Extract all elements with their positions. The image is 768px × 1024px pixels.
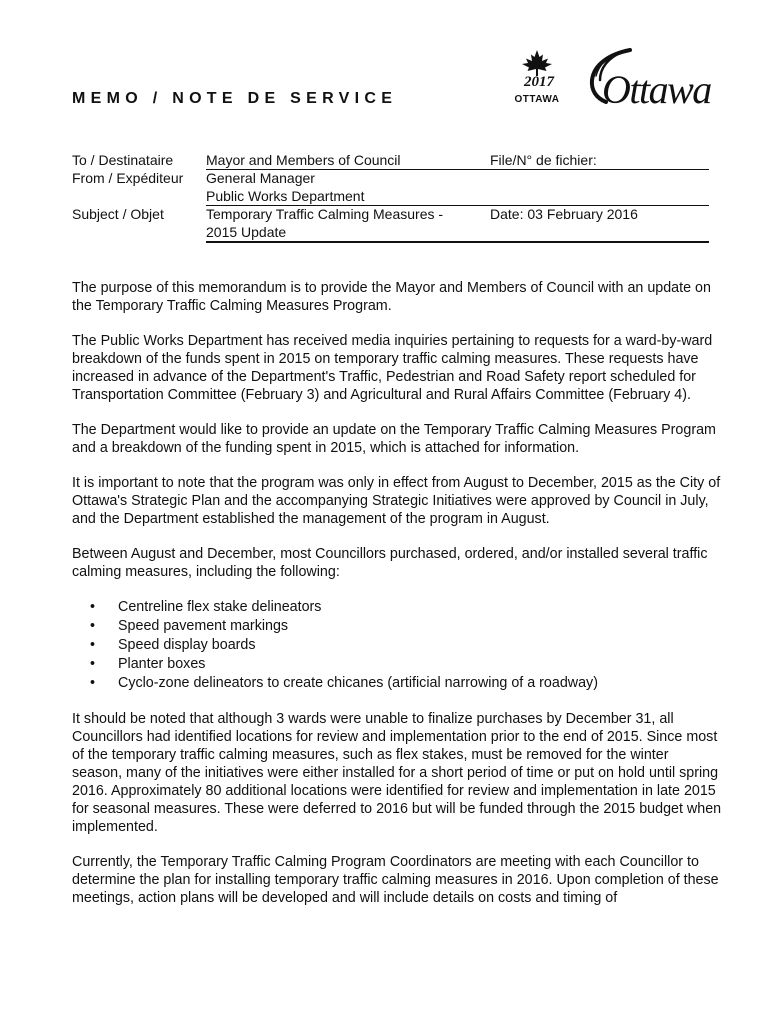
paragraph-measures-intro: Between August and December, most Councillors purchased, ordered, and/or installed several traffic calming measures, including the following: — [72, 546, 708, 580]
list-item: • Cyclo-zone delineators to create chicanes (artificial narrowing of a roadway) — [90, 675, 598, 691]
bullet-icon: • — [90, 675, 96, 691]
paragraph-current-status: Currently, the Temporary Traffic Calming Program Coordinators are meeting with each Councillor to determine the plan for installing temporary traffic calming measures in 2016. Upon completion of these meetings, action plans will be developed and will include details on costs and timing of — [72, 854, 719, 906]
anniversary-city: OTTAWA — [514, 94, 560, 105]
maple-leaf-icon — [521, 50, 553, 76]
subject-value-line1: Temporary Traffic Calming Measures - — [206, 206, 444, 222]
from-value-line2: Public Works Department — [206, 188, 365, 204]
from-row — [72, 169, 712, 187]
from-label: From / Expéditeur — [72, 170, 184, 186]
paragraph-program-timing: It is important to note that the program was only in effect from August to December, 2015 as the City of Ottawa's Strategic Plan and the accompanying Strategic Initiatives were approved by Council in July, and the Department established the management of the program in August. — [72, 475, 721, 527]
measures-list — [72, 598, 722, 693]
memo-body — [72, 279, 722, 924]
list-item: • Planter boxes — [90, 656, 206, 672]
to-value: Mayor and Members of Council — [206, 152, 401, 168]
to-label: To / Destinataire — [72, 152, 174, 168]
paragraph-update: The Department would like to provide an update on the Temporary Traffic Calming Measures Program and a breakdown of the funding spent in 2015, which is attached for information. — [72, 422, 716, 456]
bullet-icon: • — [90, 618, 96, 634]
bullet-icon: • — [90, 599, 96, 615]
memo-header — [72, 151, 712, 241]
from-value-line1: General Manager — [206, 170, 315, 186]
subject-row — [72, 205, 712, 223]
list-item: • Speed display boards — [90, 637, 256, 653]
ottawa-wordmark: Ottawa — [602, 67, 711, 112]
memo-title: MEMO / NOTE DE SERVICE — [72, 90, 398, 107]
paragraph-wards-note: It should be noted that although 3 wards were unable to finalize purchases by December 31, all Councillors had identified locations for review and implementation prior to the end of 2015. Since most of the temporary traffic calming measures, such as flex stakes, must be removed for the winter season, many of the initiatives were either installed for a short period of time or put on hold until spring 2016. Approximately 80 additional locations were identified for review and implementation in late 2015 for seasonal measures. These were deferred to 2016 but will be funded through the 2015 budget when implemented. — [72, 711, 722, 835]
bullet-icon: • — [90, 637, 96, 653]
to-row — [72, 151, 712, 169]
anniversary-year: 2017 — [524, 74, 554, 90]
city-of-ottawa-logo — [578, 46, 728, 114]
memo-date: Date: 03 February 2016 — [490, 206, 638, 222]
list-item: • Speed pavement markings — [90, 618, 289, 634]
list-item: • Centreline flex stake delineators — [90, 599, 322, 615]
file-number-label: File/N° de fichier: — [490, 152, 597, 168]
ottawa-2017-logo — [508, 50, 566, 112]
subject-label: Subject / Objet — [72, 206, 164, 222]
subject-value-line2: 2015 Update — [206, 224, 287, 240]
paragraph-media-inquiries: The Public Works Department has received media inquiries pertaining to requests for a ward-by-ward breakdown of the funds spent in 2015 on temporary traffic calming measures. These requests have increased in advance of the Department's Traffic, Pedestrian and Road Safety report scheduled for Transportation Committee (February 3) and Agricultural and Rural Affairs Committee (February 4). — [72, 333, 713, 403]
paragraph-purpose: The purpose of this memorandum is to provide the Mayor and Members of Council with an update on the Temporary Traffic Calming Measures Program. — [72, 280, 711, 314]
bullet-icon: • — [90, 656, 96, 672]
header-bottom-rule — [206, 241, 709, 243]
